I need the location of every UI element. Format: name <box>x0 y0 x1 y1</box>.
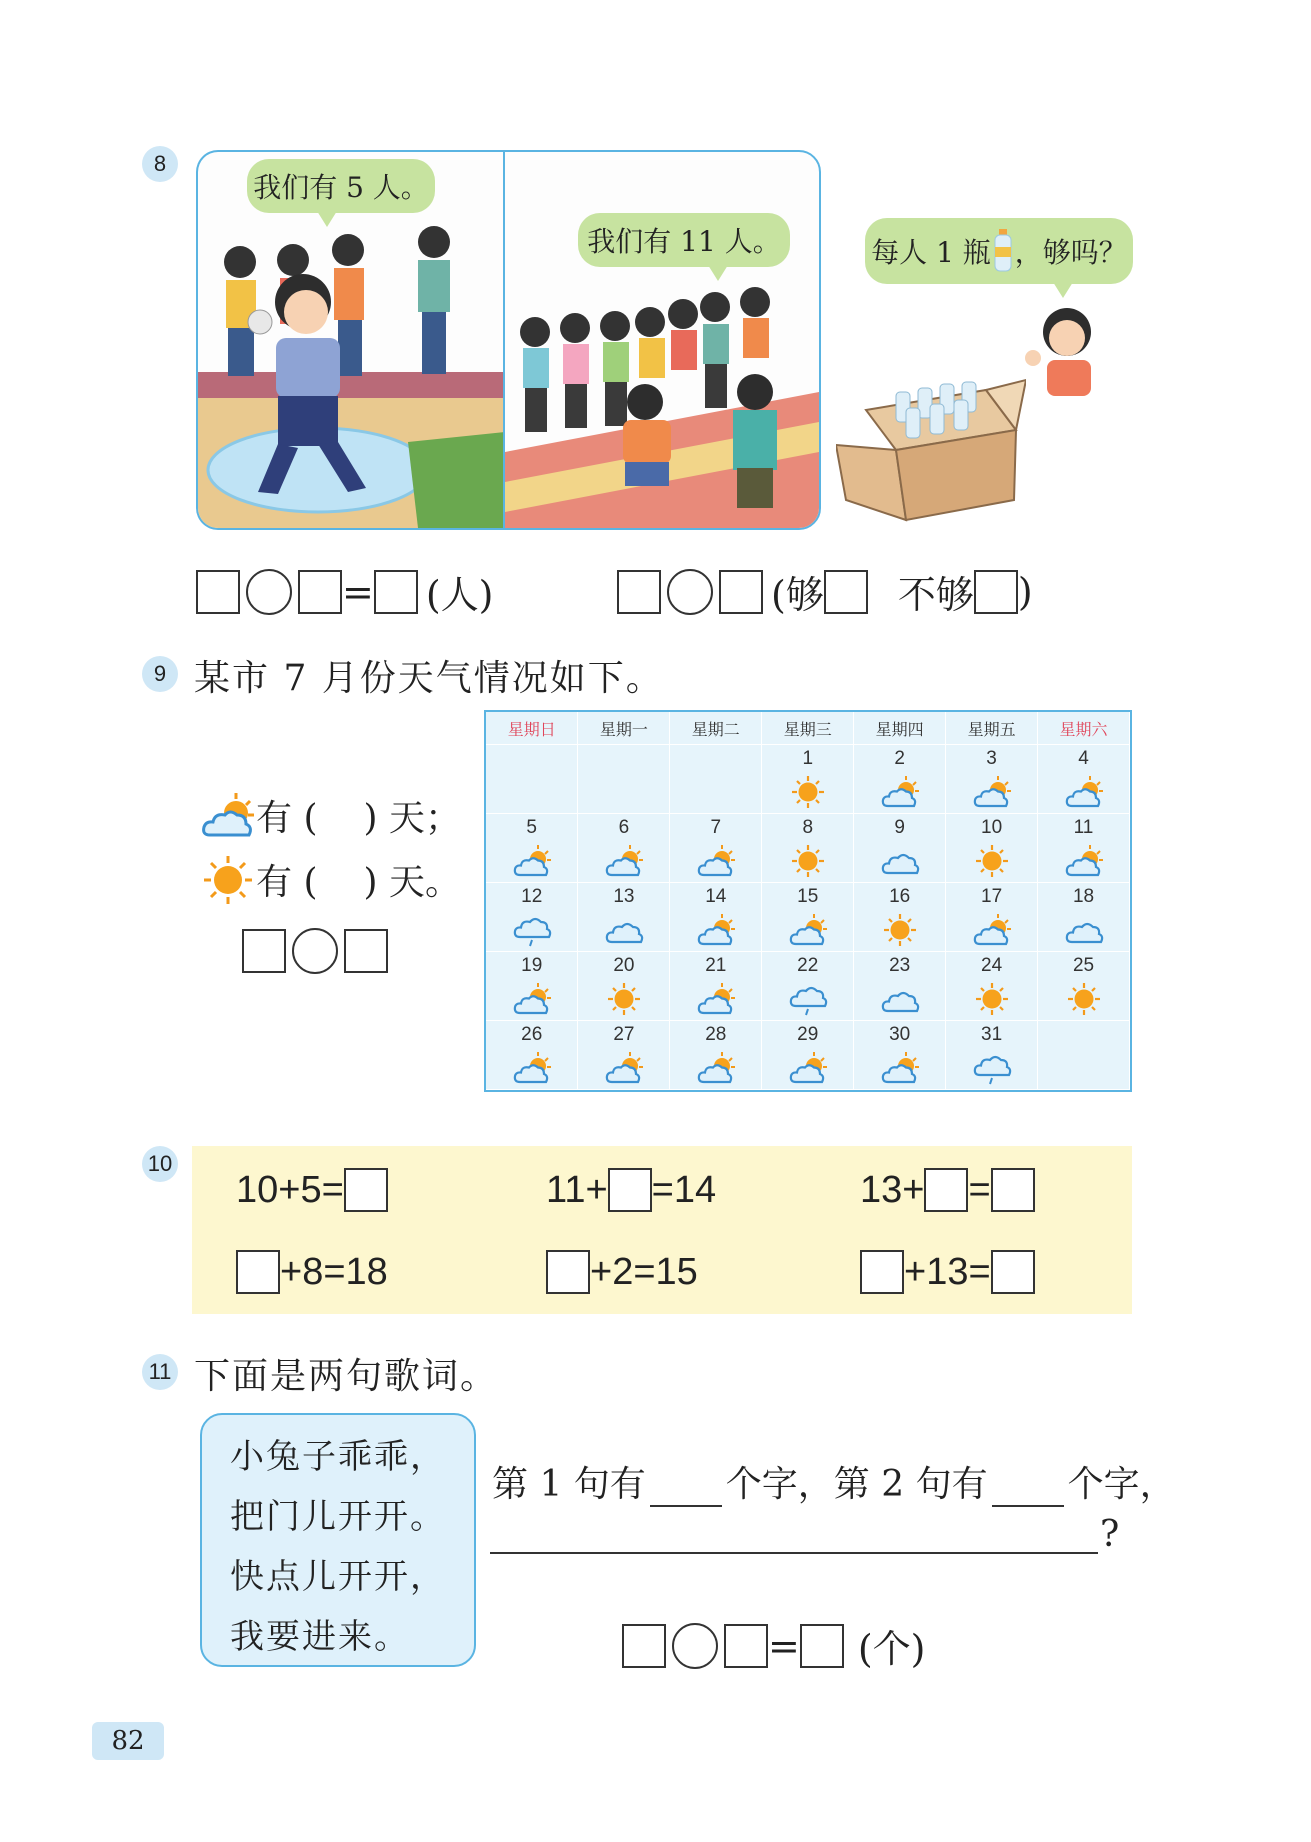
cloudy-icon <box>854 978 945 1020</box>
calendar-day-cell <box>762 814 854 883</box>
weekday-header: 星期一 <box>578 712 670 745</box>
q10-equation-3 <box>860 1168 1035 1212</box>
sunny-icon <box>578 978 669 1020</box>
calendar-day-cell <box>1038 952 1130 1021</box>
answer-box[interactable] <box>298 570 342 614</box>
sunny-icon <box>854 909 945 951</box>
answer-blank-line[interactable] <box>992 1469 1064 1507</box>
sunny-icon <box>200 855 256 905</box>
equals-sign: = <box>768 1623 800 1668</box>
day-number: 12 <box>521 886 543 907</box>
day-number: 7 <box>710 817 722 838</box>
q10-equation-4 <box>236 1250 388 1294</box>
day-number: 23 <box>889 955 911 976</box>
partly-cloudy-icon <box>200 791 256 841</box>
weather-calendar <box>484 710 1132 1092</box>
day-number: 1 <box>802 748 814 769</box>
question-write-line[interactable] <box>490 1552 1098 1554</box>
day-number: 15 <box>797 886 819 907</box>
calendar-week-row <box>486 745 1130 814</box>
q11-title: 下面是两句歌词。 <box>194 1356 499 1397</box>
partly-cloudy-icon <box>486 840 577 882</box>
cloudy-icon <box>854 840 945 882</box>
weekday-header: 星期六 <box>1038 712 1130 745</box>
calendar-day-cell <box>578 883 670 952</box>
calendar-day-cell <box>578 952 670 1021</box>
q8-equation-enough <box>617 564 1033 619</box>
calendar-week-row <box>486 883 1130 952</box>
calendar-week-row <box>486 814 1130 883</box>
operator-circle[interactable] <box>292 928 338 974</box>
weekday-header: 星期日 <box>486 712 578 745</box>
partly-cloudy-icon <box>670 909 761 951</box>
partly-cloudy-icon <box>854 1047 945 1089</box>
answer-blank-line[interactable] <box>650 1469 722 1507</box>
equation-text: 10+5= <box>236 1168 344 1211</box>
equation-text: 13+ <box>860 1168 925 1211</box>
calendar-header-row <box>486 712 1130 745</box>
girl-illustration <box>1025 306 1105 396</box>
partly-cloudy-icon <box>762 909 853 951</box>
day-number: 27 <box>613 1024 635 1045</box>
cloudy-icon <box>1038 909 1129 951</box>
day-number: 6 <box>618 817 630 838</box>
speech-bubble-enough <box>865 218 1133 284</box>
calendar-day-cell <box>486 814 578 883</box>
empty-weather-slot <box>486 771 577 813</box>
day-number <box>486 745 577 771</box>
not-enough-label: 不够 <box>897 573 974 617</box>
day-number <box>578 745 669 771</box>
q9-sunny-line <box>200 854 461 905</box>
calendar-day-cell <box>946 814 1038 883</box>
calendar-week-row <box>486 952 1130 1021</box>
partly-cloudy-icon <box>486 978 577 1020</box>
day-number: 16 <box>889 886 911 907</box>
empty-weather-slot <box>1038 1047 1129 1089</box>
partly-cloudy-icon <box>946 909 1037 951</box>
calendar-day-cell <box>946 883 1038 952</box>
day-number: 14 <box>705 886 727 907</box>
question-number-11: 11 <box>142 1354 178 1390</box>
answer-box[interactable] <box>617 570 661 614</box>
calendar-day-cell <box>670 1021 762 1090</box>
equals-sign: = <box>342 569 374 614</box>
equation-text: +13= <box>904 1250 991 1293</box>
calendar-week-row <box>486 1021 1130 1090</box>
operator-circle[interactable] <box>246 569 292 615</box>
calendar-day-cell <box>1038 814 1130 883</box>
rain-cloud-icon <box>946 1047 1037 1089</box>
question-mark: ? <box>1100 1514 1120 1555</box>
day-number: 30 <box>889 1024 911 1045</box>
calendar-day-cell <box>670 952 762 1021</box>
operator-circle[interactable] <box>667 569 713 615</box>
answer-box[interactable] <box>991 1250 1035 1294</box>
weekday-header: 星期三 <box>762 712 854 745</box>
calendar-day-cell <box>762 883 854 952</box>
calendar-day-cell <box>486 952 578 1021</box>
running-scene-illustration <box>505 152 819 528</box>
q9-equation <box>242 928 388 974</box>
partly-cloudy-icon <box>762 1047 853 1089</box>
equation-text: +2=15 <box>590 1250 698 1293</box>
day-number: 21 <box>705 955 727 976</box>
weekday-header: 星期二 <box>670 712 762 745</box>
q10-equation-5 <box>546 1250 698 1294</box>
answer-box[interactable] <box>991 1168 1035 1212</box>
partly-cloudy-icon <box>1038 840 1129 882</box>
partly-cloudy-icon <box>670 1047 761 1089</box>
calendar-day-cell <box>486 883 578 952</box>
weekday-header: 星期五 <box>946 712 1038 745</box>
sentence-part-2: 个字，第 2 句有 <box>725 1464 988 1505</box>
day-number: 8 <box>802 817 814 838</box>
answer-box[interactable] <box>546 1250 590 1294</box>
sentence-part-1: 第 1 句有 <box>492 1464 646 1505</box>
day-number: 3 <box>986 748 997 769</box>
lyric-line: 把门儿开开。 <box>230 1497 446 1537</box>
speech-bubble-five: 我们有 5 人。 <box>247 159 435 213</box>
answer-box[interactable] <box>344 1168 388 1212</box>
partly-cloudy-count-suffix: ) 天； <box>363 798 461 839</box>
unit-people: (人) <box>425 573 494 617</box>
question-number-8: 8 <box>142 146 178 182</box>
calendar-day-cell <box>762 952 854 1021</box>
day-number: 29 <box>797 1024 819 1045</box>
rain-cloud-icon <box>486 909 577 951</box>
empty-weather-slot <box>578 771 669 813</box>
calendar-day-cell <box>854 1021 946 1090</box>
q10-equation-1 <box>236 1168 388 1212</box>
sunny-icon <box>946 840 1037 882</box>
sunny-icon <box>1038 978 1129 1020</box>
answer-box[interactable] <box>924 1168 968 1212</box>
q10-equation-2 <box>546 1168 716 1212</box>
day-number: 17 <box>981 886 1003 907</box>
calendar-day-cell <box>854 814 946 883</box>
day-number: 4 <box>1078 748 1089 769</box>
calendar-day-cell <box>854 883 946 952</box>
calendar-day-cell <box>946 745 1038 814</box>
q11-equation <box>622 1618 926 1673</box>
calendar-day-cell <box>854 952 946 1021</box>
answer-box[interactable] <box>622 1624 666 1668</box>
answer-box[interactable] <box>344 929 388 973</box>
illustration-panel-running <box>503 150 821 530</box>
enough-label: (够 <box>771 573 824 617</box>
lyric-line: 我要进来。 <box>230 1617 410 1657</box>
day-number: 25 <box>1072 955 1095 976</box>
calendar-day-cell <box>1038 883 1130 952</box>
day-number: 9 <box>894 817 905 838</box>
day-number: 28 <box>705 1024 727 1045</box>
partly-cloudy-count-label: 有 ( <box>256 798 318 839</box>
q11-sentence <box>492 1456 1176 1507</box>
close-paren: ) <box>1017 569 1033 614</box>
enough-checkbox[interactable] <box>824 570 868 614</box>
day-number: 31 <box>981 1024 1003 1045</box>
day-number: 5 <box>526 817 537 838</box>
calendar-day-cell <box>578 745 670 814</box>
calendar-day-cell <box>854 745 946 814</box>
lyric-line: 快点儿开开， <box>230 1557 446 1597</box>
question-number-10: 10 <box>142 1146 178 1182</box>
calendar-day-cell <box>1038 745 1130 814</box>
day-number: 10 <box>981 817 1003 838</box>
calendar-day-cell <box>946 952 1038 1021</box>
day-number: 19 <box>521 955 543 976</box>
calendar-day-cell <box>670 883 762 952</box>
question-number-9: 9 <box>142 656 178 692</box>
calendar-day-cell <box>1038 1021 1130 1090</box>
calendar-day-cell <box>762 745 854 814</box>
calendar-day-cell <box>670 814 762 883</box>
unit-characters: (个) <box>857 1627 926 1671</box>
partly-cloudy-icon <box>670 840 761 882</box>
answer-box[interactable] <box>236 1250 280 1294</box>
not-enough-checkbox[interactable] <box>974 570 1018 614</box>
calendar-day-cell <box>578 1021 670 1090</box>
answer-box[interactable] <box>800 1624 844 1668</box>
equation-text: +8=18 <box>280 1250 388 1293</box>
speech-bubble-eleven: 我们有 11 人。 <box>578 213 790 267</box>
weekday-header: 星期四 <box>854 712 946 745</box>
answer-box[interactable] <box>608 1168 652 1212</box>
q9-partly-cloudy-line <box>200 790 461 841</box>
equation-text: =14 <box>651 1168 717 1211</box>
page-number: 82 <box>92 1722 164 1760</box>
q9-title: 某市 7 月份天气情况如下。 <box>194 658 664 699</box>
calendar-day-cell <box>762 1021 854 1090</box>
equation-text: = <box>968 1168 991 1211</box>
answer-box[interactable] <box>724 1624 768 1668</box>
sentence-part-3: 个字， <box>1067 1464 1176 1505</box>
answer-box[interactable] <box>196 570 240 614</box>
partly-cloudy-icon <box>1038 771 1129 813</box>
answer-box[interactable] <box>374 570 418 614</box>
day-number: 18 <box>1072 886 1095 907</box>
day-number: 13 <box>613 886 635 907</box>
partly-cloudy-icon <box>486 1047 577 1089</box>
q8-equation-people <box>196 564 494 619</box>
partly-cloudy-icon <box>946 771 1037 813</box>
day-number <box>670 745 761 771</box>
calendar-day-cell <box>486 745 578 814</box>
partly-cloudy-icon <box>670 978 761 1020</box>
day-number: 22 <box>797 955 819 976</box>
calendar-day-cell <box>946 1021 1038 1090</box>
operator-circle[interactable] <box>672 1623 718 1669</box>
day-number: 24 <box>981 955 1003 976</box>
q10-equation-6 <box>860 1250 1035 1294</box>
empty-weather-slot <box>670 771 761 813</box>
bubble-text-enough: ，够吗？ <box>1014 236 1127 269</box>
sunny-count-suffix: ) 天。 <box>363 862 461 903</box>
sunny-icon <box>762 840 853 882</box>
calendar-day-cell <box>670 745 762 814</box>
partly-cloudy-icon <box>578 840 669 882</box>
equation-text: 11+ <box>546 1168 608 1211</box>
lyrics-box <box>200 1413 476 1667</box>
calendar-day-cell <box>578 814 670 883</box>
sunny-icon <box>762 771 853 813</box>
lyric-line: 小兔子乖乖， <box>230 1437 446 1477</box>
bubble-text-per-person: 每人 1 瓶 <box>871 236 991 269</box>
sunny-count-label: 有 ( <box>256 862 318 903</box>
calendar-day-cell <box>486 1021 578 1090</box>
rain-cloud-icon <box>762 978 853 1020</box>
box-of-bottles-illustration <box>836 350 1026 525</box>
partly-cloudy-icon <box>854 771 945 813</box>
day-number: 11 <box>1073 817 1094 838</box>
day-number: 2 <box>894 748 905 769</box>
water-bottle-icon <box>993 229 1013 273</box>
day-number: 26 <box>521 1024 543 1045</box>
sunny-icon <box>946 978 1037 1020</box>
answer-box[interactable] <box>860 1250 904 1294</box>
cloudy-icon <box>578 909 669 951</box>
partly-cloudy-icon <box>578 1047 669 1089</box>
day-number: 20 <box>613 955 635 976</box>
answer-box[interactable] <box>719 570 763 614</box>
day-number <box>1038 1021 1129 1047</box>
answer-box[interactable] <box>242 929 286 973</box>
